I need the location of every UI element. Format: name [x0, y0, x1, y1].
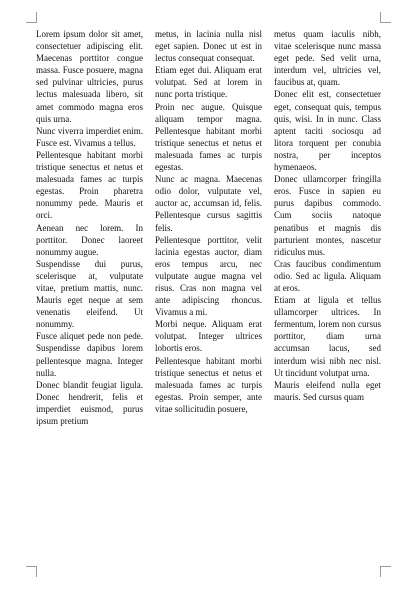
paragraph[interactable]: Cras faucibus condimentum odio. Sed ac ligula. Aliquam at eros. — [274, 258, 381, 293]
paragraph[interactable]: Nunc viverra imperdiet enim. Fusce est. Vivamus a tellus. — [36, 125, 143, 148]
paragraph[interactable]: Proin nec augue. Quisque aliquam tempor magna. Pellentesque habitant morbi tristique senectus et netus et malesuada fames ac turpis egestas. — [155, 101, 262, 173]
paragraph[interactable]: Fusce aliquet pede non pede. Suspendisse dapibus lorem pellentesque magna. Integer nulla. — [36, 331, 143, 378]
column-2[interactable] — [155, 28, 262, 552]
paragraph[interactable]: Pellentesque porttitor, velit lacinia egestas auctor, diam eros tempus arcu, nec vulputate augue magna vel risus. Cras non magna vel ante adipiscing rhoncus. Vivamus a mi. — [155, 234, 262, 318]
top-right-margin-marker — [380, 12, 391, 23]
paragraph[interactable]: Aenean nec lorem. In porttitor. Donec laoreet nonummy augue. — [36, 222, 143, 257]
top-left-margin-marker — [26, 12, 37, 23]
paragraph[interactable]: Donec elit est, consectetuer eget, consequat quis, tempus quis, wisi. In in nunc. Class aptent taciti sociosqu ad litora torquent per conubia nostra, per inceptos hymenaeos. — [274, 89, 381, 173]
paragraph[interactable]: Donec blandit feugiat ligula. Donec hendrerit, felis et imperdiet euismod, purus ipsum pretium — [36, 379, 143, 426]
paragraph[interactable]: Pellentesque habitant morbi tristique senectus et netus et malesuada fames ac turpis egestas. Proin pharetra nonummy pede. Mauris et orci. — [36, 149, 143, 221]
bottom-right-margin-marker — [380, 566, 391, 577]
paragraph[interactable]: Etiam eget dui. Aliquam erat volutpat. Sed at lorem in nunc porta tristique. — [155, 65, 262, 100]
paragraph[interactable]: Etiam at ligula et tellus ullamcorper ultrices. In fermentum, lorem non cursus porttitor, diam urna accumsan lacus, sed interdum wisi nibh nec nisl. Ut tincidunt volutpat urna. — [274, 295, 381, 378]
paragraph[interactable]: Donec ullamcorper fringilla eros. Fusce in sapien eu purus dapibus commodo. Cum sociis natoque penatibus et magnis dis parturient montes, nascetur ridiculus mus. — [274, 174, 381, 257]
paragraph[interactable]: Pellentesque habitant morbi tristique senectus et netus et malesuada fames ac turpis egestas. Proin semper, ante vitae sollicitudin posuere, — [155, 355, 262, 414]
bottom-left-margin-marker — [26, 566, 37, 577]
text-columns[interactable] — [36, 28, 381, 552]
paragraph[interactable]: Morbi neque. Aliquam erat volutpat. Integer ultrices lobortis eros. — [155, 319, 262, 354]
paragraph[interactable]: Mauris eleifend nulla eget mauris. Sed cursus quam — [274, 379, 381, 402]
paragraph[interactable]: metus, in lacinia nulla nisl eget sapien. Donec ut est in lectus consequat consequat. — [155, 29, 262, 64]
paragraph[interactable]: Nunc ac magna. Maecenas odio dolor, vulputate vel, auctor ac, accumsan id, felis. Pellentesque cursus sagittis felis. — [155, 174, 262, 233]
column-1[interactable] — [36, 28, 143, 552]
paragraph[interactable]: metus quam iaculis nibh, vitae scelerisque nunc massa eget pede. Sed velit urna, interdum vel, ultricies vel, faucibus at, quam. — [274, 29, 381, 88]
paragraph[interactable]: Suspendisse dui purus, scelerisque at, vulputate vitae, pretium mattis, nunc. Mauris eget neque at sem venenatis eleifend. Ut nonummy. — [36, 258, 143, 330]
column-3[interactable] — [274, 28, 381, 552]
paragraph[interactable]: Lorem ipsum dolor sit amet, consectetuer adipiscing elit. Maecenas porttitor congue massa. Fusce posuere, magna sed pulvinar ultricies, purus lectus malesuada libero, sit amet commodo magna eros quis urna. — [36, 29, 143, 124]
